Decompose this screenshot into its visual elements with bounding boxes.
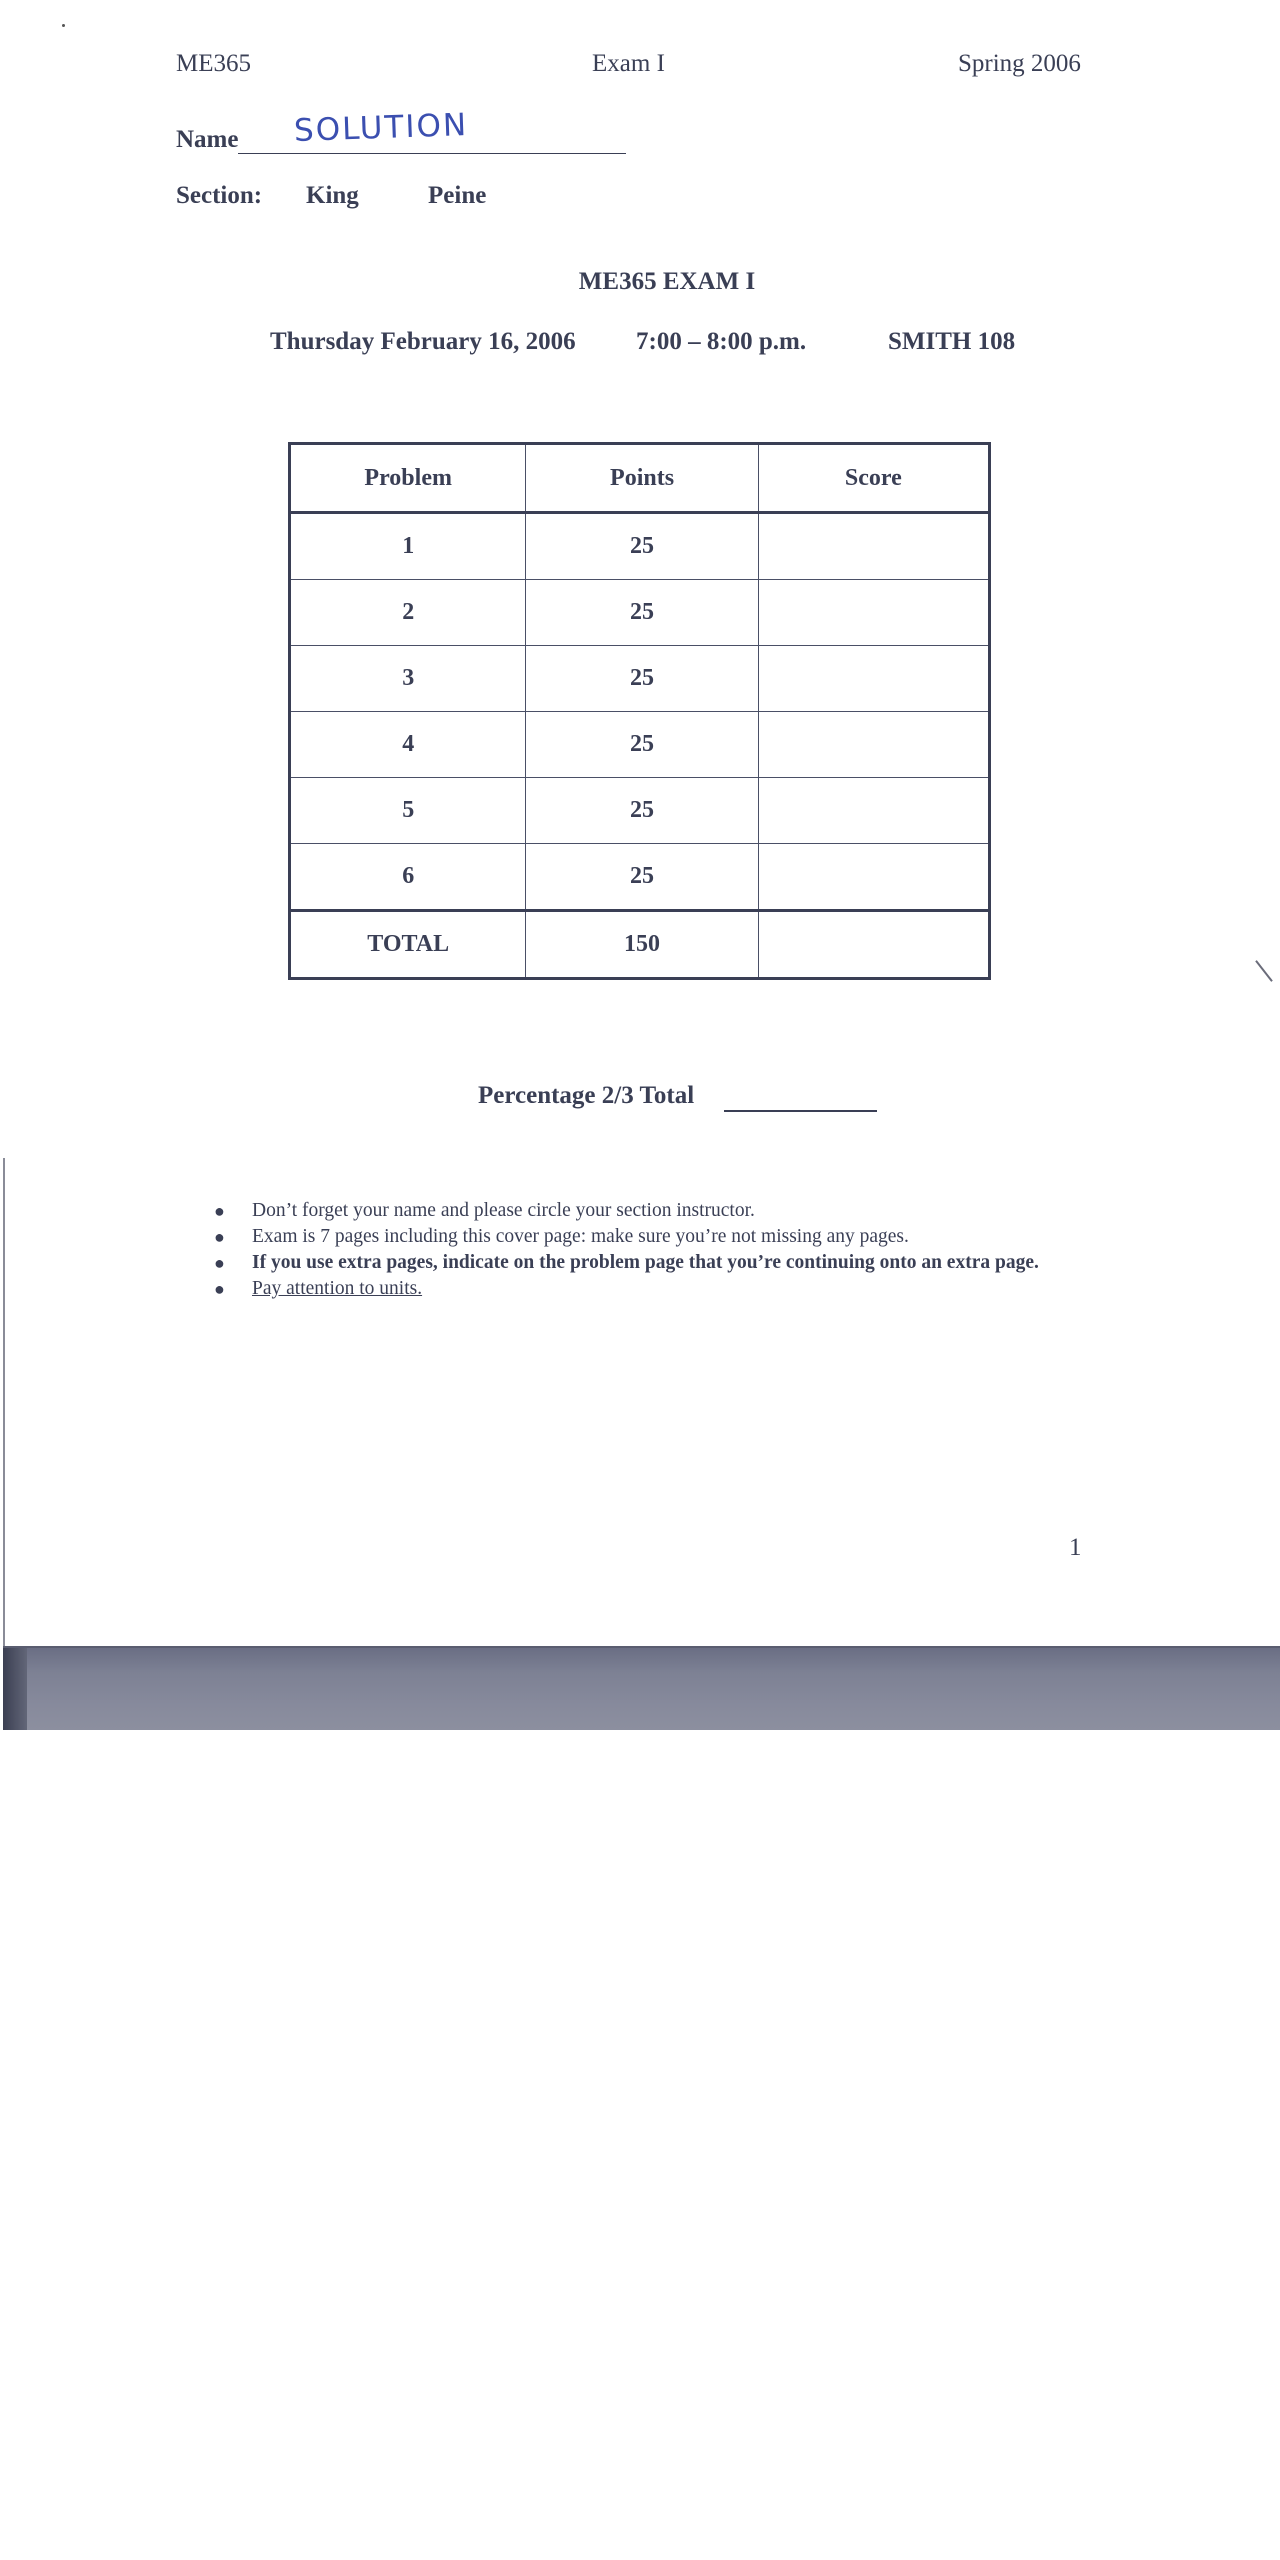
name-field [176, 106, 636, 160]
bullet-icon: ● [214, 1279, 225, 1299]
problem-points: 25 [526, 646, 758, 712]
exam-time: 7:00 – 8:00 p.m. [636, 328, 807, 355]
exam-room: SMITH 108 [888, 328, 1016, 355]
problem-number: 4 [290, 712, 526, 778]
percentage-blank-line [724, 1110, 877, 1112]
header-score: Score [758, 444, 989, 513]
course-code: ME365 [176, 50, 251, 77]
term-label: Spring 2006 [958, 50, 1081, 77]
bullet-icon: ● [214, 1253, 225, 1273]
problem-score [758, 646, 989, 712]
problem-number: 6 [290, 844, 526, 911]
problem-points: 25 [526, 513, 758, 580]
header-points: Points [526, 444, 758, 513]
score-table [288, 442, 991, 980]
scan-band [3, 1648, 1280, 1730]
table-row [290, 646, 990, 712]
problem-score [758, 844, 989, 911]
problem-number: 3 [290, 646, 526, 712]
total-row [290, 911, 990, 979]
page-edge [3, 1158, 5, 1730]
instructions-list [210, 1198, 1039, 1302]
list-item [210, 1250, 1039, 1276]
table-header-row [290, 444, 990, 513]
list-item [210, 1198, 1039, 1224]
name-underline [238, 153, 626, 154]
table-row [290, 844, 990, 911]
page-number: 1 [1069, 1534, 1082, 1561]
problem-score [758, 580, 989, 646]
section-option-king: King [306, 182, 359, 209]
name-label: Name [176, 126, 239, 153]
bullet-icon: ● [214, 1201, 225, 1221]
problem-score [758, 513, 989, 580]
total-label: TOTAL [290, 911, 526, 979]
problem-number: 1 [290, 513, 526, 580]
table-row [290, 778, 990, 844]
list-item [210, 1224, 1039, 1250]
scan-speck [62, 24, 65, 27]
bullet-icon: ● [214, 1227, 225, 1247]
exam-label: Exam I [592, 50, 665, 77]
problem-number: 2 [290, 580, 526, 646]
problem-points: 25 [526, 778, 758, 844]
note-text: Exam is 7 pages including this cover page: make sure you’re not missing any pages. [252, 1226, 909, 1247]
section-label: Section: [176, 182, 263, 209]
table-row [290, 580, 990, 646]
scan-mark [1255, 960, 1273, 982]
exam-date: Thursday February 16, 2006 [270, 328, 576, 355]
note-text: Don’t forget your name and please circle your section instructor. [252, 1200, 755, 1221]
percentage-label: Percentage 2/3 Total [478, 1082, 695, 1109]
problem-points: 25 [526, 712, 758, 778]
total-score [758, 911, 989, 979]
problem-points: 25 [526, 580, 758, 646]
table-row [290, 513, 990, 580]
total-points: 150 [526, 911, 758, 979]
problem-score [758, 712, 989, 778]
exam-title: ME365 EXAM I [578, 268, 756, 295]
section-option-peine: Peine [428, 182, 487, 209]
note-text: Pay attention to units. [252, 1278, 423, 1299]
scan-band-shadow [3, 1648, 27, 1730]
name-handwritten-value: SOLUTION [293, 106, 469, 150]
problem-score [758, 778, 989, 844]
list-item [210, 1276, 1039, 1302]
header-problem: Problem [290, 444, 526, 513]
problem-points: 25 [526, 844, 758, 911]
note-text: If you use extra pages, indicate on the problem page that you’re continuing onto an extra page. [252, 1252, 1039, 1273]
problem-number: 5 [290, 778, 526, 844]
table-row [290, 712, 990, 778]
